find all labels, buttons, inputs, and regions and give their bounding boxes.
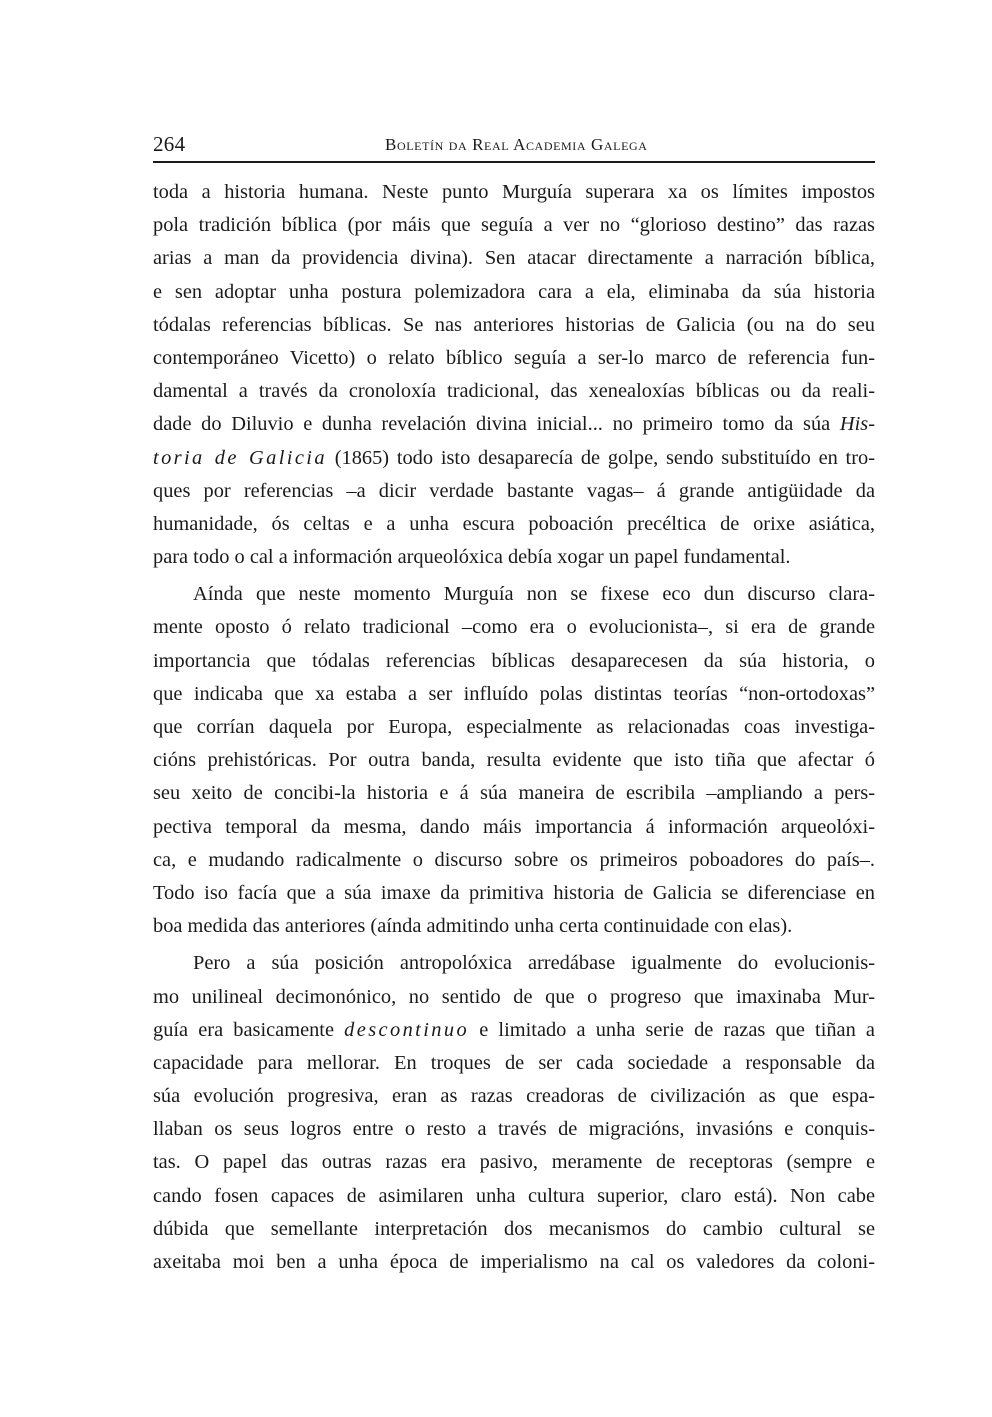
text-line: arias a man da providencia divina). Sen atacar directamente a narración bíblica, xyxy=(153,247,875,270)
text-line: llaban os seus logros entre o resto a través de migracións, invasións e conquis- xyxy=(153,1118,875,1141)
text-line: seu xeito de concibi-la historia e á súa maneira de escribila –ampliando a pers- xyxy=(153,782,875,805)
text-line: importancia que tódalas referencias bíblicas desaparecesen da súa historia, o xyxy=(153,649,875,672)
paragraph-3 xyxy=(153,947,875,1279)
text-line: súa evolución progresiva, eran as razas creadoras de civilización as que espa- xyxy=(153,1085,875,1108)
text-line: Aínda que neste momento Murguía non se fixese eco dun discurso clara- xyxy=(193,583,875,606)
text-line: pectiva temporal da mesma, dando máis importancia á información arqueolóxi- xyxy=(153,815,875,838)
text-line: dade do Diluvio e dunha revelación divina inicial... no primeiro tomo da súa His- xyxy=(153,413,875,436)
text-line: Pero a súa posición antropolóxica arredábase igualmente do evolucionis- xyxy=(193,952,875,975)
text-line: que corrían daquela por Europa, especialmente as relacionadas coas investiga- xyxy=(153,716,875,738)
header-rule xyxy=(153,161,875,163)
text-line: mo unilineal decimonónico, no sentido de que o progreso que imaxinaba Mur- xyxy=(153,985,875,1008)
text-line: toda a historia humana. Neste punto Murguía superara xa os límites impostos xyxy=(153,181,875,203)
text-line: pola tradición bíblica (por máis que seguía a ver no “glorioso destino” das razas xyxy=(153,214,875,237)
body-text xyxy=(153,176,875,1279)
text-line: guía era basicamente descontinuo e limitado a unha serie de razas que tiñan a xyxy=(153,1018,875,1041)
text-line: e sen adoptar unha postura polemizadora cara a ela, eliminaba da súa historia xyxy=(153,280,875,303)
text-line: contemporáneo Vicetto) o relato bíblico seguía a ser-lo marco de referencia fun- xyxy=(153,346,875,369)
text-line: cando fosen capaces de asimilaren unha cultura superior, claro está). Non cabe xyxy=(153,1184,875,1207)
paragraph-1 xyxy=(153,176,875,574)
emphasis-word: descontinuo xyxy=(344,1018,470,1041)
text-line: que indicaba que xa estaba a ser influído polas distintas teorías “non-ortodoxas” xyxy=(153,682,875,705)
italic-title-fragment: His- xyxy=(839,413,875,436)
text-line: mente oposto ó relato tradicional –como era o evolucionista–, si era de grande xyxy=(153,616,875,639)
text-line: dúbida que semellante interpretación dos mecanismos do cambio cultural se xyxy=(153,1217,875,1240)
text-line: para todo o cal a información arqueolóxica debía xogar un papel fundamental. xyxy=(153,546,791,569)
page-number: 264 xyxy=(153,132,186,156)
text-line: tódalas referencias bíblicas. Se nas anteriores historias de Galicia (ou na do seu xyxy=(153,313,875,336)
text-line: ques por referencias –a dicir verdade bastante vagas– á grande antigüidade da xyxy=(153,479,875,502)
paragraph-2 xyxy=(153,578,875,943)
text-line: Todo iso facía que a súa imaxe da primitiva historia de Galicia se diferenciase en xyxy=(153,881,875,904)
text-line: boa medida das anteriores (aínda admitindo unha certa continuidade con elas). xyxy=(153,915,793,938)
text-line: damental a través da cronoloxía tradicional, das xenealoxías bíblicas ou da reali- xyxy=(153,380,875,403)
text-line: capacidade para mellorar. En troques de ser cada sociedade a responsable da xyxy=(153,1051,875,1074)
text-line: cións prehistóricas. Por outra banda, resulta evidente que isto tiña que afectar ó xyxy=(153,749,875,772)
text-line: humanidade, ós celtas e a unha escura poboación precéltica de orixe asiática, xyxy=(153,512,875,535)
italic-title-fragment: toria de Galicia xyxy=(153,446,327,469)
text-line: axeitaba moi ben a unha época de imperialismo na cal os valedores da coloni- xyxy=(153,1251,875,1273)
text-line: toria de Galicia (1865) todo isto desaparecía de golpe, sendo substituído en tro- xyxy=(153,446,875,469)
journal-title: Boletín da Real Academia Galega xyxy=(385,135,648,154)
text-line: tas. O papel das outras razas era pasivo, meramente de receptoras (sempre e xyxy=(153,1151,875,1174)
running-header xyxy=(153,128,875,160)
text-line: ca, e mudando radicalmente o discurso sobre os primeiros poboadores do país–. xyxy=(153,848,875,871)
